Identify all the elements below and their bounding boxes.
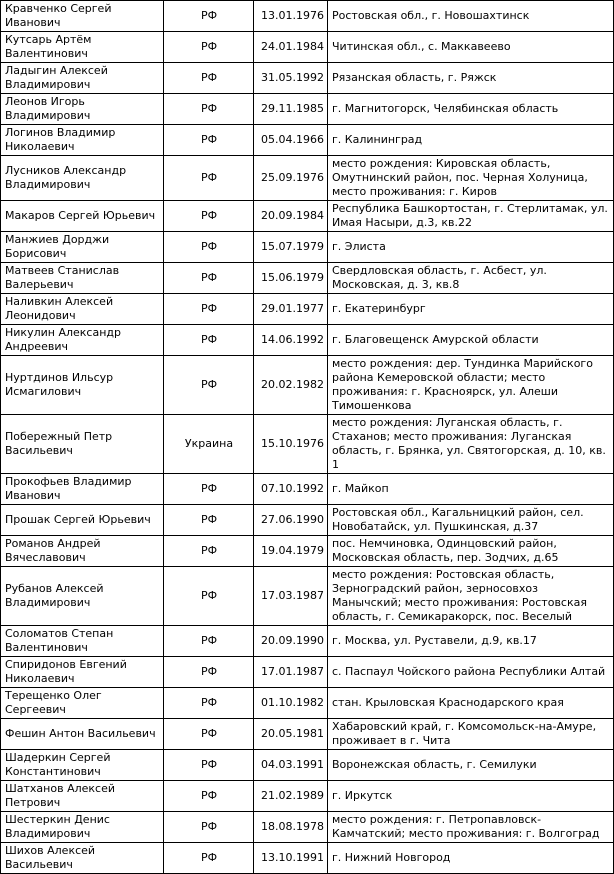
address-cell: место рождения: Луганская область, г. Стаханов; место проживания: Луганская область, г. Брянка, ул. Святогорская, д. 10, кв. 1 <box>328 415 614 474</box>
birth-date-cell: 18.08.1978 <box>254 812 328 843</box>
person-name-cell: Кравченко Сергей Иванович <box>1 1 164 32</box>
citizenship-cell: РФ <box>164 94 254 125</box>
persons-table-body <box>1 1 614 874</box>
table-row <box>1 125 614 156</box>
citizenship-cell: РФ <box>164 201 254 232</box>
address-cell: место рождения: дер. Тундинка Марийского района Кемеровской области; место проживания: г. Красноярск, ул. Алеши Тимошенкова <box>328 356 614 415</box>
address-cell: г. Элиста <box>328 232 614 263</box>
birth-date-cell: 19.04.1979 <box>254 536 328 567</box>
birth-date-cell: 24.01.1984 <box>254 32 328 63</box>
address-cell: место рождения: г. Петропавловск-Камчатский; место проживания: г. Волгоград <box>328 812 614 843</box>
address-cell: место рождения: Ростовская область, Зерноградский район, зерносовхоз Манычский; место проживания: Ростовская область, г. Семикаракорск, пос. Веселый <box>328 567 614 626</box>
citizenship-cell: РФ <box>164 719 254 750</box>
person-name-cell: Шестеркин Денис Владимирович <box>1 812 164 843</box>
table-row <box>1 505 614 536</box>
address-cell: стан. Крыловская Краснодарского края <box>328 688 614 719</box>
table-row <box>1 32 614 63</box>
table-row <box>1 719 614 750</box>
person-name-cell: Кутсарь Артём Валентинович <box>1 32 164 63</box>
citizenship-cell: РФ <box>164 626 254 657</box>
citizenship-cell: РФ <box>164 156 254 201</box>
birth-date-cell: 14.06.1992 <box>254 325 328 356</box>
birth-date-cell: 20.09.1984 <box>254 201 328 232</box>
person-name-cell: Терещенко Олег Сергеевич <box>1 688 164 719</box>
person-name-cell: Прошак Сергей Юрьевич <box>1 505 164 536</box>
birth-date-cell: 29.01.1977 <box>254 294 328 325</box>
address-cell: г. Екатеринбург <box>328 294 614 325</box>
person-name-cell: Соломатов Степан Валентинович <box>1 626 164 657</box>
birth-date-cell: 29.11.1985 <box>254 94 328 125</box>
person-name-cell: Рубанов Алексей Владимирович <box>1 567 164 626</box>
table-row <box>1 1 614 32</box>
table-row <box>1 325 614 356</box>
birth-date-cell: 07.10.1992 <box>254 474 328 505</box>
table-row <box>1 415 614 474</box>
address-cell: г. Калининград <box>328 125 614 156</box>
table-row <box>1 781 614 812</box>
birth-date-cell: 05.04.1966 <box>254 125 328 156</box>
citizenship-cell: РФ <box>164 750 254 781</box>
table-row <box>1 356 614 415</box>
person-name-cell: Шадеркин Сергей Константинович <box>1 750 164 781</box>
citizenship-cell: РФ <box>164 657 254 688</box>
person-name-cell: Шихов Алексей Васильевич <box>1 843 164 874</box>
birth-date-cell: 15.06.1979 <box>254 263 328 294</box>
table-row <box>1 626 614 657</box>
table-row <box>1 201 614 232</box>
person-name-cell: Побережный Петр Васильевич <box>1 415 164 474</box>
address-cell: г. Нижний Новгород <box>328 843 614 874</box>
address-cell: с. Паспаул Чойского района Республики Алтай <box>328 657 614 688</box>
person-name-cell: Ладыгин Алексей Владимирович <box>1 63 164 94</box>
person-name-cell: Макаров Сергей Юрьевич <box>1 201 164 232</box>
citizenship-cell: РФ <box>164 474 254 505</box>
address-cell: г. Благовещенск Амурской области <box>328 325 614 356</box>
table-row <box>1 63 614 94</box>
address-cell: Республика Башкортостан, г. Стерлитамак, ул. Имая Насыри, д.3, кв.22 <box>328 201 614 232</box>
birth-date-cell: 20.09.1990 <box>254 626 328 657</box>
citizenship-cell: РФ <box>164 232 254 263</box>
birth-date-cell: 25.09.1976 <box>254 156 328 201</box>
person-name-cell: Шатханов Алексей Петрович <box>1 781 164 812</box>
birth-date-cell: 20.02.1982 <box>254 356 328 415</box>
address-cell: г. Иркутск <box>328 781 614 812</box>
table-row <box>1 812 614 843</box>
table-row <box>1 474 614 505</box>
person-name-cell: Прокофьев Владимир Иванович <box>1 474 164 505</box>
table-row <box>1 843 614 874</box>
birth-date-cell: 15.07.1979 <box>254 232 328 263</box>
birth-date-cell: 20.05.1981 <box>254 719 328 750</box>
citizenship-cell: РФ <box>164 781 254 812</box>
person-name-cell: Манжиев Дорджи Борисович <box>1 232 164 263</box>
address-cell: Хабаровский край, г. Комсомольск-на-Амуре, проживает в г. Чита <box>328 719 614 750</box>
address-cell: Свердловская область, г. Асбест, ул. Московская, д. 3, кв.8 <box>328 263 614 294</box>
birth-date-cell: 15.10.1976 <box>254 415 328 474</box>
address-cell: место рождения: Кировская область, Омутнинский район, пос. Черная Холуница, место проживания: г. Киров <box>328 156 614 201</box>
birth-date-cell: 04.03.1991 <box>254 750 328 781</box>
table-row <box>1 156 614 201</box>
address-cell: г. Майкоп <box>328 474 614 505</box>
birth-date-cell: 17.03.1987 <box>254 567 328 626</box>
citizenship-cell: РФ <box>164 536 254 567</box>
birth-date-cell: 17.01.1987 <box>254 657 328 688</box>
table-row <box>1 294 614 325</box>
citizenship-cell: РФ <box>164 567 254 626</box>
person-name-cell: Фешин Антон Васильевич <box>1 719 164 750</box>
citizenship-cell: РФ <box>164 263 254 294</box>
citizenship-cell: Украина <box>164 415 254 474</box>
person-name-cell: Наливкин Алексей Леонидович <box>1 294 164 325</box>
table-row <box>1 750 614 781</box>
citizenship-cell: РФ <box>164 812 254 843</box>
table-row <box>1 688 614 719</box>
address-cell: Рязанская область, г. Ряжск <box>328 63 614 94</box>
birth-date-cell: 01.10.1982 <box>254 688 328 719</box>
table-row <box>1 657 614 688</box>
address-cell: г. Магнитогорск, Челябинская область <box>328 94 614 125</box>
birth-date-cell: 13.10.1991 <box>254 843 328 874</box>
address-cell: Читинская обл., с. Маккавеево <box>328 32 614 63</box>
address-cell: пос. Немчиновка, Одинцовский район, Московская область, пер. Зодчих, д.65 <box>328 536 614 567</box>
birth-date-cell: 13.01.1976 <box>254 1 328 32</box>
table-row <box>1 94 614 125</box>
citizenship-cell: РФ <box>164 32 254 63</box>
citizenship-cell: РФ <box>164 125 254 156</box>
person-name-cell: Лусников Александр Владимирович <box>1 156 164 201</box>
address-cell: г. Москва, ул. Руставели, д.9, кв.17 <box>328 626 614 657</box>
address-cell: Ростовская обл., Кагальницкий район, сел. Новобатайск, ул. Пушкинская, д.37 <box>328 505 614 536</box>
citizenship-cell: РФ <box>164 356 254 415</box>
table-row <box>1 567 614 626</box>
address-cell: Ростовская обл., г. Новошахтинск <box>328 1 614 32</box>
citizenship-cell: РФ <box>164 1 254 32</box>
table-row <box>1 263 614 294</box>
person-name-cell: Нуртдинов Ильсур Исмагилович <box>1 356 164 415</box>
citizenship-cell: РФ <box>164 505 254 536</box>
birth-date-cell: 31.05.1992 <box>254 63 328 94</box>
person-name-cell: Леонов Игорь Владимирович <box>1 94 164 125</box>
person-name-cell: Романов Андрей Вячеславович <box>1 536 164 567</box>
citizenship-cell: РФ <box>164 294 254 325</box>
citizenship-cell: РФ <box>164 325 254 356</box>
person-name-cell: Матвеев Станислав Валерьевич <box>1 263 164 294</box>
birth-date-cell: 27.06.1990 <box>254 505 328 536</box>
table-row <box>1 232 614 263</box>
birth-date-cell: 21.02.1989 <box>254 781 328 812</box>
address-cell: Воронежская область, г. Семилуки <box>328 750 614 781</box>
table-row <box>1 536 614 567</box>
citizenship-cell: РФ <box>164 843 254 874</box>
citizenship-cell: РФ <box>164 63 254 94</box>
person-name-cell: Никулин Александр Андреевич <box>1 325 164 356</box>
person-name-cell: Спиридонов Евгений Николаевич <box>1 657 164 688</box>
citizenship-cell: РФ <box>164 688 254 719</box>
person-name-cell: Логинов Владимир Николаевич <box>1 125 164 156</box>
